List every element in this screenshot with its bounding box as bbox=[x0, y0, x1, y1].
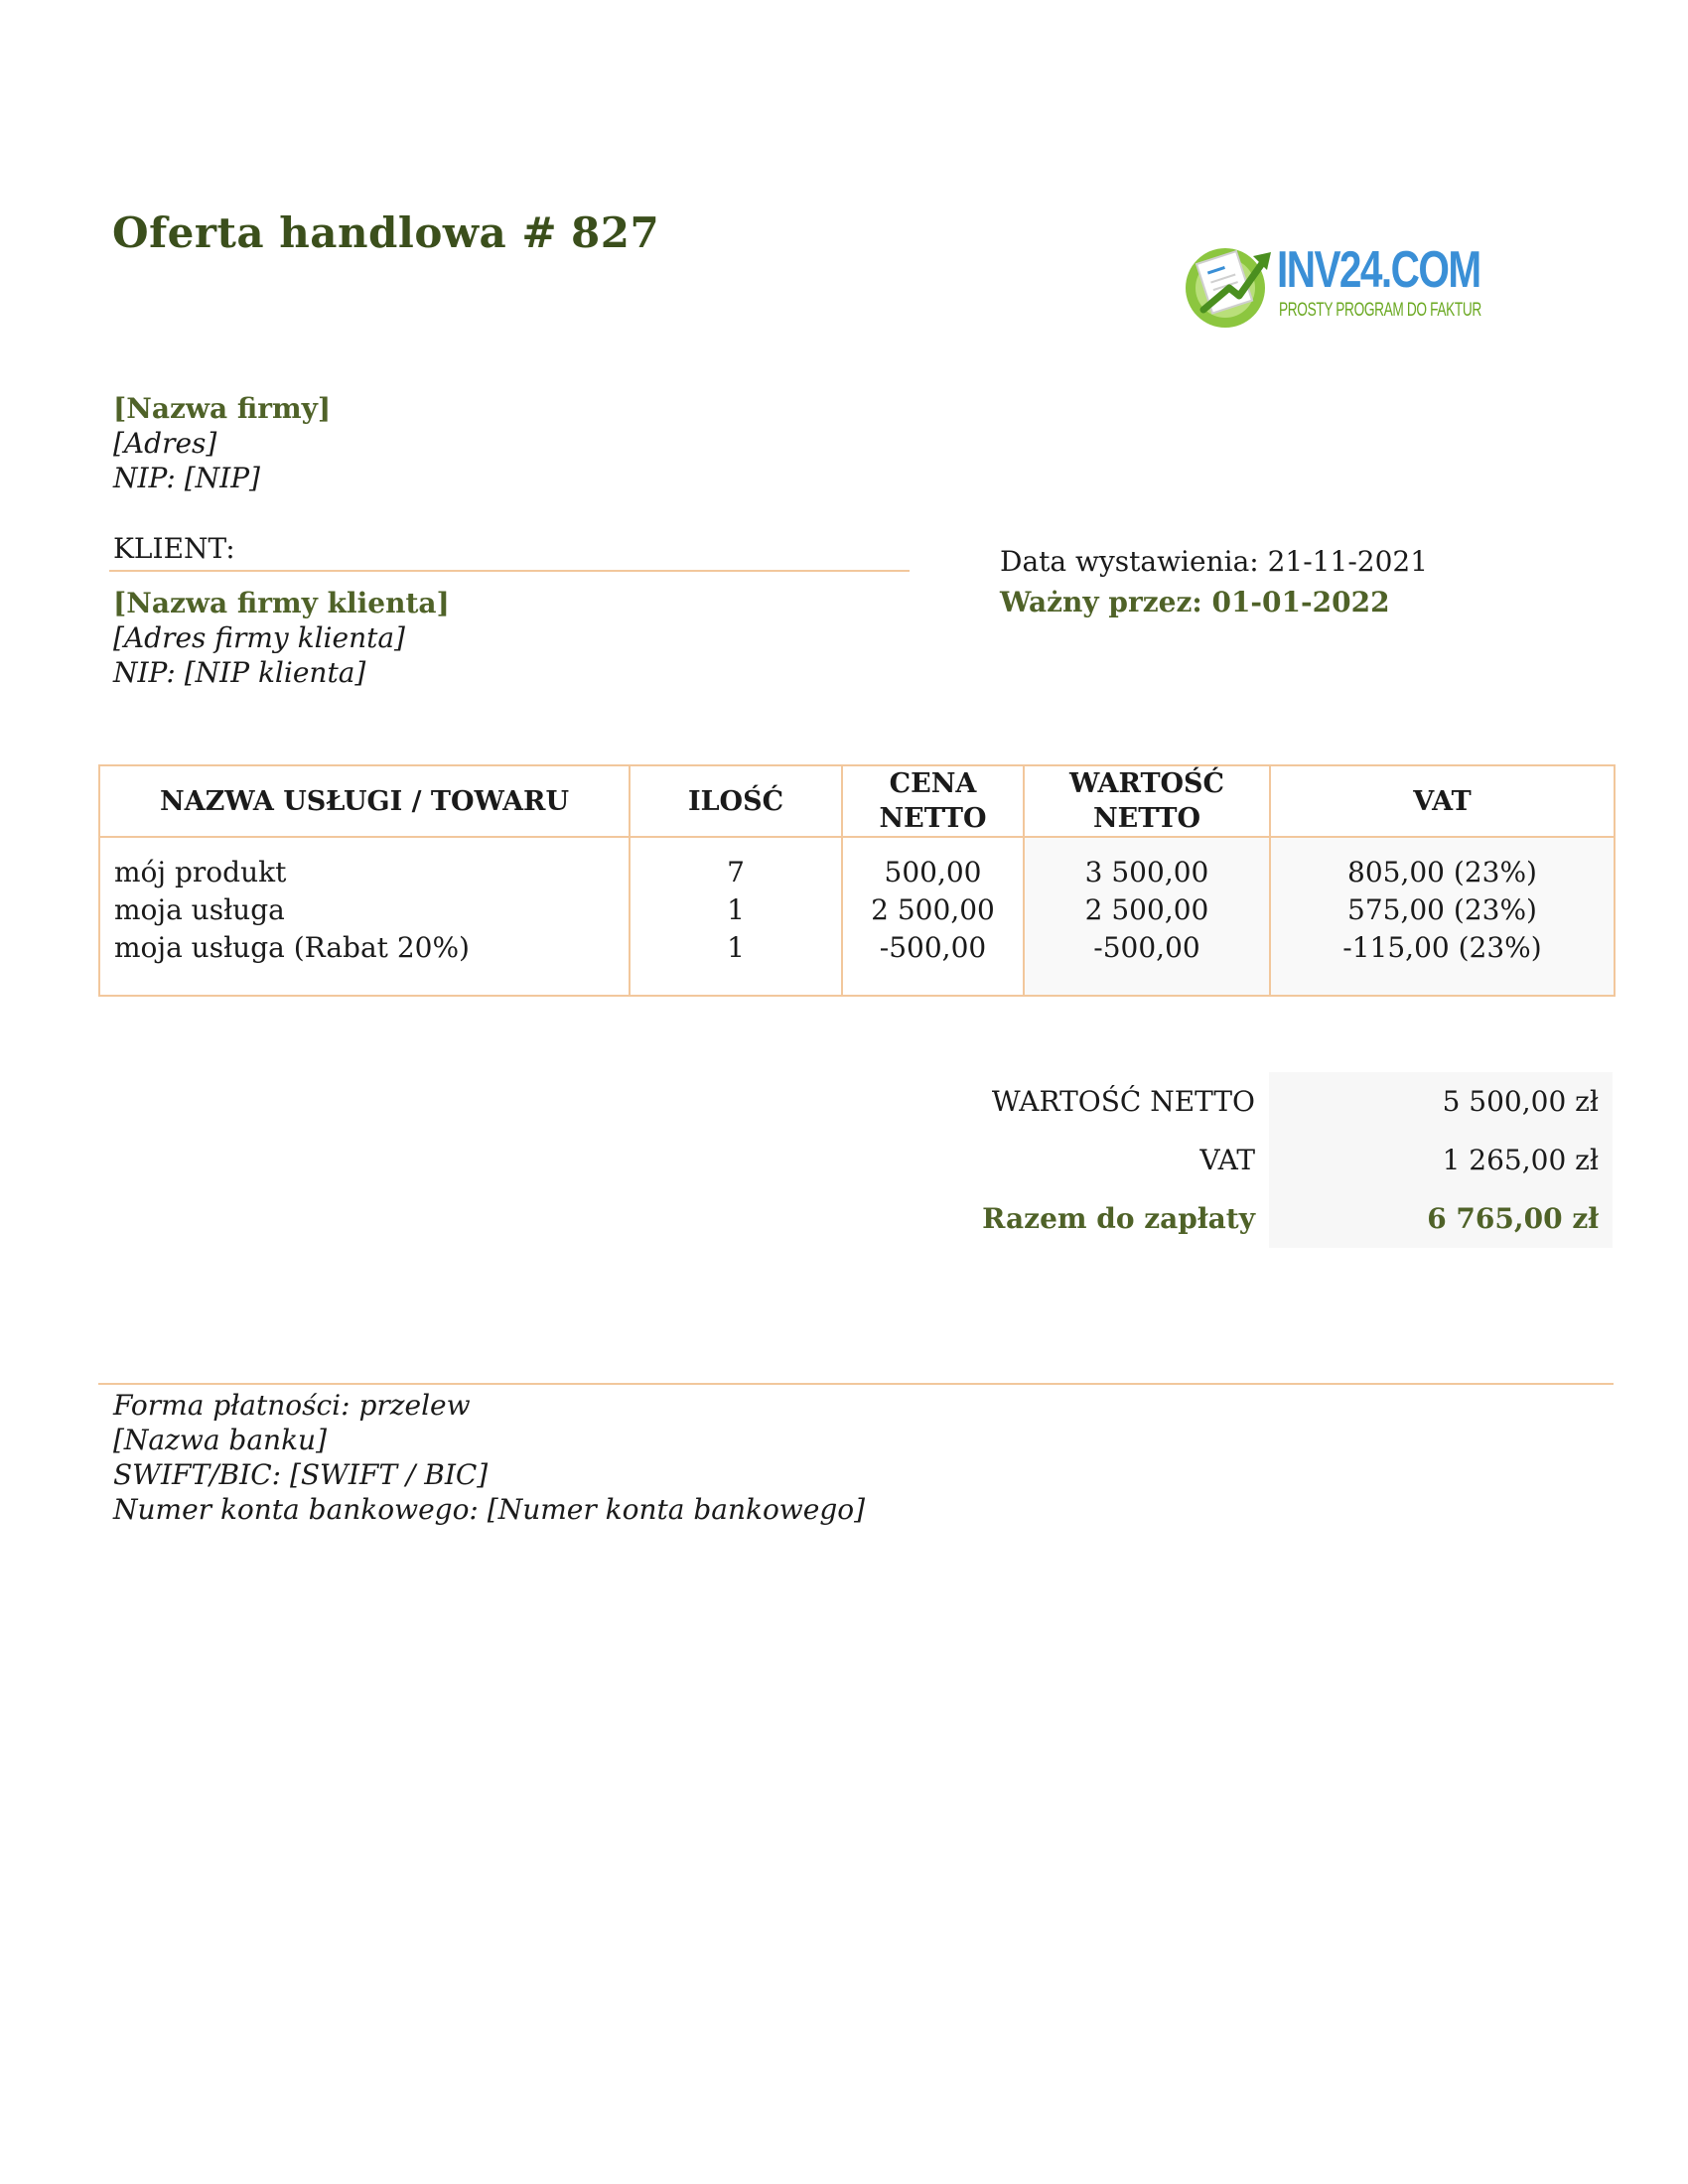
item-vat: 575,00 (23%) bbox=[1347, 893, 1537, 926]
company-logo bbox=[1180, 226, 1481, 336]
item-qty: 1 bbox=[727, 893, 745, 926]
col-price bbox=[842, 837, 1024, 996]
grand-total-label: Razem do zapłaty bbox=[982, 1202, 1255, 1235]
title-text: Oferta handlowa # bbox=[112, 208, 558, 257]
header-value bbox=[1024, 765, 1270, 837]
item-value: -500,00 bbox=[1093, 931, 1200, 964]
totals-table bbox=[953, 1072, 1613, 1248]
grand-total-value: 6 765,00 zł bbox=[1269, 1189, 1613, 1248]
seller-block bbox=[113, 391, 331, 495]
header-name: NAZWA USŁUGI / TOWARU bbox=[99, 765, 630, 837]
seller-address: [Adres] bbox=[113, 427, 217, 460]
seller-name: [Nazwa firmy] bbox=[113, 392, 332, 425]
col-qty bbox=[630, 837, 842, 996]
item-price: -500,00 bbox=[879, 931, 987, 964]
payment-method: Forma płatności: przelew bbox=[113, 1389, 471, 1422]
col-vat bbox=[1270, 837, 1615, 996]
client-nip: NIP: [NIP klienta] bbox=[113, 656, 366, 689]
logo-tagline: PROSTY PROGRAM DO FAKTUR bbox=[1279, 300, 1481, 321]
col-name bbox=[99, 837, 630, 996]
vat-total-row bbox=[953, 1131, 1613, 1189]
item-value: 2 500,00 bbox=[1084, 893, 1209, 926]
document-title bbox=[112, 208, 659, 257]
item-price: 500,00 bbox=[884, 856, 982, 888]
vat-total-value: 1 265,00 zł bbox=[1269, 1131, 1613, 1189]
client-divider bbox=[109, 570, 910, 572]
header-value-line2: NETTO bbox=[1093, 803, 1200, 834]
header-price-line2: NETTO bbox=[879, 803, 987, 834]
bank-name: [Nazwa banku] bbox=[113, 1424, 328, 1456]
bank-account: Numer konta bankowego: [Numer konta bankowego] bbox=[113, 1493, 866, 1526]
invoice-arrow-logo-icon bbox=[1180, 232, 1279, 332]
net-total-label: WARTOŚĆ NETTO bbox=[991, 1085, 1255, 1118]
client-address: [Adres firmy klienta] bbox=[113, 621, 405, 654]
items-header-row bbox=[99, 765, 1615, 837]
grand-total-row bbox=[953, 1189, 1613, 1248]
item-vat: 805,00 (23%) bbox=[1347, 856, 1537, 888]
col-value bbox=[1024, 837, 1270, 996]
item-name: mój produkt bbox=[114, 856, 287, 888]
footer-divider bbox=[98, 1383, 1614, 1385]
item-price: 2 500,00 bbox=[871, 893, 995, 926]
item-name: moja usługa (Rabat 20%) bbox=[114, 931, 470, 964]
item-name: moja usługa bbox=[114, 893, 285, 926]
dates-block bbox=[1000, 541, 1428, 622]
payment-info bbox=[113, 1388, 865, 1527]
logo-brand-text: INV24.COM bbox=[1277, 241, 1480, 299]
swift-code: SWIFT/BIC: [SWIFT / BIC] bbox=[113, 1458, 489, 1491]
vat-total-label: VAT bbox=[1199, 1144, 1255, 1176]
items-table bbox=[98, 764, 1616, 997]
header-price-line1: CENA bbox=[889, 768, 977, 799]
items-body-row bbox=[99, 837, 1615, 996]
header-vat: VAT bbox=[1270, 765, 1615, 837]
net-total-row bbox=[953, 1072, 1613, 1131]
header-qty: ILOŚĆ bbox=[630, 765, 842, 837]
item-vat: -115,00 (23%) bbox=[1342, 931, 1542, 964]
header-value-line1: WARTOŚĆ bbox=[1068, 768, 1225, 799]
item-value: 3 500,00 bbox=[1084, 856, 1209, 888]
issue-date: Data wystawienia: 21-11-2021 bbox=[1000, 545, 1429, 578]
offer-number: 827 bbox=[571, 208, 660, 257]
client-label: KLIENT: bbox=[113, 532, 235, 565]
client-block bbox=[113, 586, 450, 690]
header-price bbox=[842, 765, 1024, 837]
item-qty: 7 bbox=[727, 856, 745, 888]
net-total-value: 5 500,00 zł bbox=[1269, 1072, 1613, 1131]
item-qty: 1 bbox=[727, 931, 745, 964]
seller-nip: NIP: [NIP] bbox=[113, 462, 260, 494]
client-name: [Nazwa firmy klienta] bbox=[113, 587, 450, 619]
valid-until-date: Ważny przez: 01-01-2022 bbox=[1000, 586, 1390, 618]
